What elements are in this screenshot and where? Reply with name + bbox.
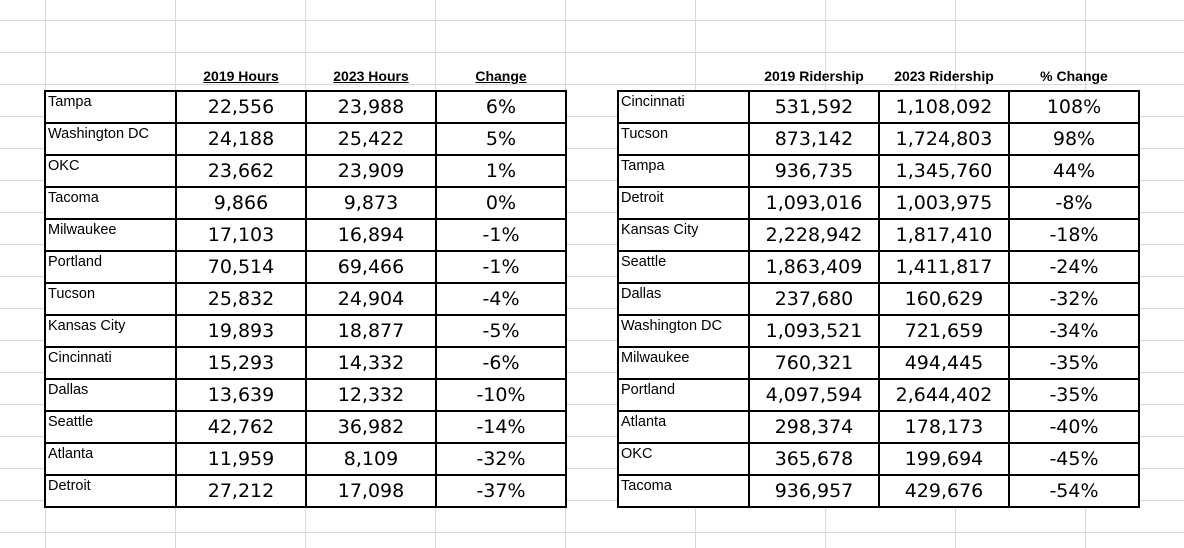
hours-city-cell[interactable]: Detroit: [45, 475, 176, 507]
hours-table-row: [45, 443, 566, 475]
hours-2019-cell[interactable]: 70,514: [176, 251, 306, 283]
hours-city-cell[interactable]: OKC: [45, 155, 176, 187]
ridership-table-row: [618, 219, 1139, 251]
hours-table-row: [45, 283, 566, 315]
ridership-city-cell[interactable]: Seattle: [618, 251, 749, 283]
hours-city-cell[interactable]: Tucson: [45, 283, 176, 315]
hours-2019-cell[interactable]: 11,959: [176, 443, 306, 475]
ridership-2023-cell[interactable]: 2,644,402: [879, 379, 1009, 411]
ridership-table-row: [618, 123, 1139, 155]
ridership-table-row: [618, 155, 1139, 187]
hours-2023-cell[interactable]: 24,904: [306, 283, 436, 315]
ridership-table: [617, 52, 1140, 508]
hours-2019-cell[interactable]: 9,866: [176, 187, 306, 219]
hours-2019-cell[interactable]: 27,212: [176, 475, 306, 507]
hours-2019-cell[interactable]: 25,832: [176, 283, 306, 315]
hours-header-change[interactable]: Change: [475, 68, 527, 84]
hours-change-cell[interactable]: -4%: [436, 283, 566, 315]
hours-header-city: [45, 52, 176, 91]
hours-2023-cell[interactable]: 23,988: [306, 91, 436, 123]
hours-change-cell[interactable]: -14%: [436, 411, 566, 443]
hours-table-row: [45, 187, 566, 219]
hours-2023-cell[interactable]: 25,422: [306, 123, 436, 155]
hours-change-cell[interactable]: 5%: [436, 123, 566, 155]
ridership-city-cell[interactable]: Tampa: [618, 155, 749, 187]
ridership-table-row: [618, 315, 1139, 347]
ridership-table-row: [618, 91, 1139, 123]
hours-2019-cell[interactable]: 19,893: [176, 315, 306, 347]
ridership-2019-cell[interactable]: 531,592: [749, 91, 879, 123]
hours-header-2023[interactable]: 2023 Hours: [333, 68, 409, 84]
hours-table: [44, 52, 567, 508]
ridership-2023-cell[interactable]: 1,724,803: [879, 123, 1009, 155]
hours-table-row: [45, 123, 566, 155]
ridership-city-cell[interactable]: Tacoma: [618, 475, 749, 507]
hours-2019-cell[interactable]: 13,639: [176, 379, 306, 411]
hours-table-row: [45, 251, 566, 283]
hours-change-cell[interactable]: -5%: [436, 315, 566, 347]
hours-2023-cell[interactable]: 36,982: [306, 411, 436, 443]
hours-header-2019[interactable]: 2019 Hours: [203, 68, 279, 84]
ridership-2019-cell[interactable]: 936,735: [749, 155, 879, 187]
hours-2019-cell[interactable]: 22,556: [176, 91, 306, 123]
hours-change-cell[interactable]: -32%: [436, 443, 566, 475]
hours-change-cell[interactable]: -6%: [436, 347, 566, 379]
ridership-city-cell[interactable]: Kansas City: [618, 219, 749, 251]
hours-table-row: [45, 347, 566, 379]
ridership-header-change[interactable]: % Change: [1040, 68, 1108, 84]
hours-city-cell[interactable]: Seattle: [45, 411, 176, 443]
ridership-city-cell[interactable]: Atlanta: [618, 411, 749, 443]
hours-2023-cell[interactable]: 12,332: [306, 379, 436, 411]
hours-table-row: [45, 475, 566, 507]
hours-change-cell[interactable]: -10%: [436, 379, 566, 411]
ridership-change-cell[interactable]: -8%: [1009, 187, 1139, 219]
ridership-change-cell[interactable]: -18%: [1009, 219, 1139, 251]
hours-city-cell[interactable]: Tacoma: [45, 187, 176, 219]
ridership-2023-cell[interactable]: 1,411,817: [879, 251, 1009, 283]
ridership-2023-cell[interactable]: 1,003,975: [879, 187, 1009, 219]
hours-table-row: [45, 411, 566, 443]
ridership-change-cell[interactable]: -34%: [1009, 315, 1139, 347]
hours-2019-cell[interactable]: 23,662: [176, 155, 306, 187]
ridership-2019-cell[interactable]: 2,228,942: [749, 219, 879, 251]
hours-change-cell[interactable]: 1%: [436, 155, 566, 187]
ridership-change-cell[interactable]: -35%: [1009, 347, 1139, 379]
ridership-2023-cell[interactable]: 160,629: [879, 283, 1009, 315]
hours-table-row: [45, 379, 566, 411]
ridership-2019-cell[interactable]: 1,093,016: [749, 187, 879, 219]
hours-city-cell[interactable]: Kansas City: [45, 315, 176, 347]
ridership-table-row: [618, 411, 1139, 443]
ridership-2019-cell[interactable]: 4,097,594: [749, 379, 879, 411]
hours-city-cell[interactable]: Cincinnati: [45, 347, 176, 379]
ridership-change-cell[interactable]: 44%: [1009, 155, 1139, 187]
ridership-table-row: [618, 283, 1139, 315]
hours-2023-cell[interactable]: 23,909: [306, 155, 436, 187]
ridership-header-2019[interactable]: 2019 Ridership: [764, 68, 864, 84]
ridership-change-cell[interactable]: 108%: [1009, 91, 1139, 123]
hours-2023-cell[interactable]: 9,873: [306, 187, 436, 219]
ridership-table-row: [618, 443, 1139, 475]
ridership-table-row: [618, 187, 1139, 219]
ridership-header-row: [618, 52, 1139, 91]
hours-city-cell[interactable]: Washington DC: [45, 123, 176, 155]
hours-2019-cell[interactable]: 42,762: [176, 411, 306, 443]
ridership-2019-cell[interactable]: 873,142: [749, 123, 879, 155]
ridership-2023-cell[interactable]: 494,445: [879, 347, 1009, 379]
hours-2023-cell[interactable]: 14,332: [306, 347, 436, 379]
ridership-change-cell[interactable]: 98%: [1009, 123, 1139, 155]
ridership-2019-cell[interactable]: 1,863,409: [749, 251, 879, 283]
ridership-2023-cell[interactable]: 199,694: [879, 443, 1009, 475]
ridership-2023-cell[interactable]: 429,676: [879, 475, 1009, 507]
ridership-change-cell[interactable]: -45%: [1009, 443, 1139, 475]
hours-table-row: [45, 219, 566, 251]
hours-change-cell[interactable]: -1%: [436, 251, 566, 283]
hours-2023-cell[interactable]: 18,877: [306, 315, 436, 347]
hours-change-cell[interactable]: -1%: [436, 219, 566, 251]
ridership-2019-cell[interactable]: 936,957: [749, 475, 879, 507]
hours-2023-cell[interactable]: 16,894: [306, 219, 436, 251]
ridership-table-row: [618, 347, 1139, 379]
hours-change-cell[interactable]: 0%: [436, 187, 566, 219]
ridership-2023-cell[interactable]: 721,659: [879, 315, 1009, 347]
hours-city-cell[interactable]: Portland: [45, 251, 176, 283]
ridership-2019-cell[interactable]: 760,321: [749, 347, 879, 379]
ridership-2019-cell[interactable]: 365,678: [749, 443, 879, 475]
hours-2023-cell[interactable]: 69,466: [306, 251, 436, 283]
ridership-city-cell[interactable]: Dallas: [618, 283, 749, 315]
ridership-change-cell[interactable]: -40%: [1009, 411, 1139, 443]
ridership-change-cell[interactable]: -32%: [1009, 283, 1139, 315]
ridership-2023-cell[interactable]: 1,345,760: [879, 155, 1009, 187]
hours-change-cell[interactable]: 6%: [436, 91, 566, 123]
ridership-table-row: [618, 251, 1139, 283]
hours-header-row: [45, 52, 566, 91]
ridership-2023-cell[interactable]: 178,173: [879, 411, 1009, 443]
ridership-city-cell[interactable]: Portland: [618, 379, 749, 411]
hours-city-cell[interactable]: Tampa: [45, 91, 176, 123]
ridership-2023-cell[interactable]: 1,108,092: [879, 91, 1009, 123]
ridership-2023-cell[interactable]: 1,817,410: [879, 219, 1009, 251]
ridership-change-cell[interactable]: -35%: [1009, 379, 1139, 411]
ridership-2019-cell[interactable]: 1,093,521: [749, 315, 879, 347]
ridership-city-cell[interactable]: Cincinnati: [618, 91, 749, 123]
ridership-city-cell[interactable]: OKC: [618, 443, 749, 475]
ridership-change-cell[interactable]: -54%: [1009, 475, 1139, 507]
ridership-2019-cell[interactable]: 298,374: [749, 411, 879, 443]
hours-city-cell[interactable]: Atlanta: [45, 443, 176, 475]
hours-table-row: [45, 91, 566, 123]
ridership-city-cell[interactable]: Tucson: [618, 123, 749, 155]
ridership-table-row: [618, 379, 1139, 411]
ridership-city-cell[interactable]: Washington DC: [618, 315, 749, 347]
ridership-2019-cell[interactable]: 237,680: [749, 283, 879, 315]
hours-2019-cell[interactable]: 17,103: [176, 219, 306, 251]
ridership-city-cell[interactable]: Milwaukee: [618, 347, 749, 379]
ridership-city-cell[interactable]: Detroit: [618, 187, 749, 219]
hours-city-cell[interactable]: Milwaukee: [45, 219, 176, 251]
hours-2019-cell[interactable]: 15,293: [176, 347, 306, 379]
ridership-header-2023[interactable]: 2023 Ridership: [894, 68, 994, 84]
ridership-table-row: [618, 475, 1139, 507]
hours-table-row: [45, 155, 566, 187]
ridership-change-cell[interactable]: -24%: [1009, 251, 1139, 283]
hours-table-row: [45, 315, 566, 347]
hours-2023-cell[interactable]: 17,098: [306, 475, 436, 507]
hours-change-cell[interactable]: -37%: [436, 475, 566, 507]
hours-2019-cell[interactable]: 24,188: [176, 123, 306, 155]
hours-2023-cell[interactable]: 8,109: [306, 443, 436, 475]
ridership-header-city: [618, 52, 749, 91]
hours-city-cell[interactable]: Dallas: [45, 379, 176, 411]
